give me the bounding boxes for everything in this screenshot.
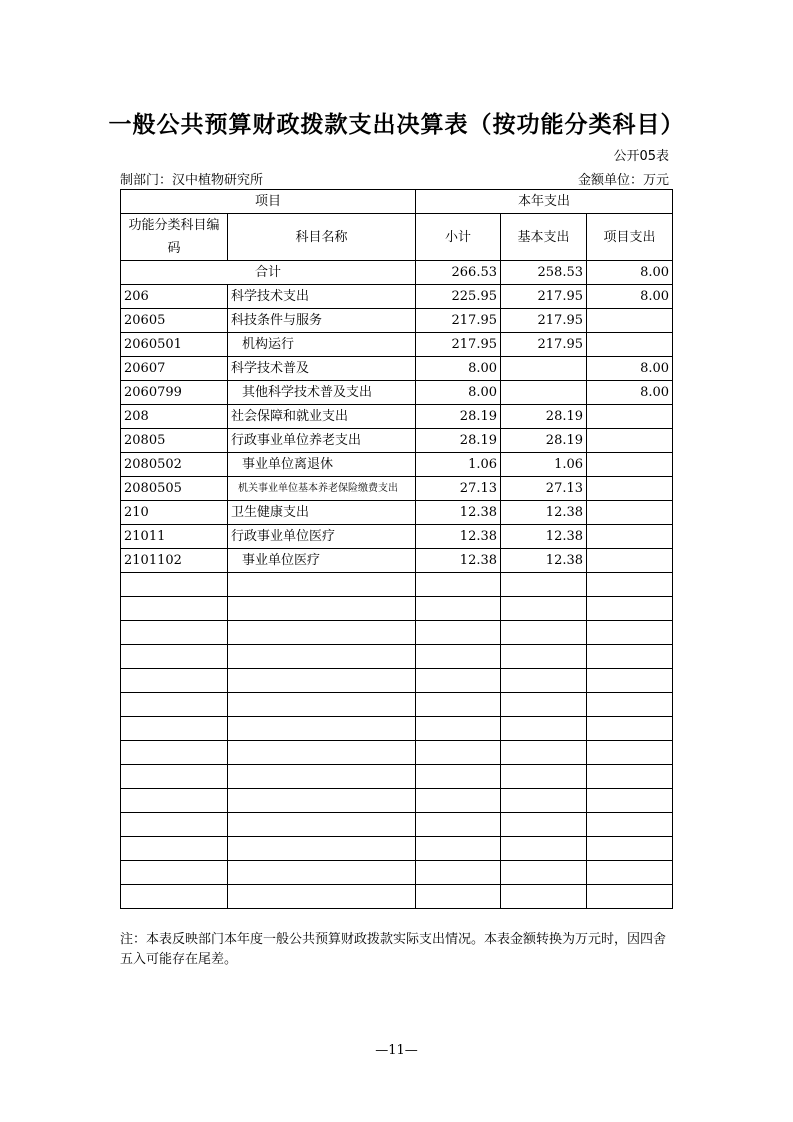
empty-cell [587, 645, 673, 669]
empty-cell [121, 645, 228, 669]
table-row [121, 309, 673, 333]
empty-cell [416, 741, 501, 765]
row-project: 8.00 [587, 381, 673, 405]
table-row [121, 405, 673, 429]
empty-cell [416, 669, 501, 693]
empty-cell [501, 573, 587, 597]
header-row-2 [121, 214, 673, 261]
empty-cell [228, 813, 416, 837]
header-project: 项目 [121, 190, 416, 214]
row-basic: 12.38 [501, 501, 587, 525]
row-subtotal: 225.95 [416, 285, 501, 309]
header-code: 功能分类科目编码 [121, 214, 228, 261]
empty-cell [416, 621, 501, 645]
empty-cell [121, 765, 228, 789]
empty-cell [587, 621, 673, 645]
row-name: 科技条件与服务 [228, 309, 416, 333]
department-label: 制部门：汉中植物研究所 [120, 173, 264, 188]
empty-cell [228, 621, 416, 645]
empty-cell [416, 717, 501, 741]
row-code: 2060501 [121, 333, 228, 357]
table-row [121, 285, 673, 309]
empty-cell [587, 573, 673, 597]
empty-cell [587, 669, 673, 693]
empty-cell [501, 741, 587, 765]
row-project [587, 549, 673, 573]
empty-row [121, 765, 673, 789]
row-name: 卫生健康支出 [228, 501, 416, 525]
empty-cell [501, 717, 587, 741]
total-subtotal: 266.53 [416, 261, 501, 285]
row-name: 机关事业单位基本养老保险缴费支出 [228, 477, 416, 501]
row-project [587, 333, 673, 357]
total-row [121, 261, 673, 285]
empty-cell [501, 789, 587, 813]
row-project [587, 405, 673, 429]
empty-cell [501, 669, 587, 693]
empty-row [121, 621, 673, 645]
table-row [121, 333, 673, 357]
header-subtotal: 小计 [416, 214, 501, 261]
table-row [121, 501, 673, 525]
row-project [587, 501, 673, 525]
row-basic: 12.38 [501, 525, 587, 549]
row-subtotal: 12.38 [416, 501, 501, 525]
empty-cell [121, 813, 228, 837]
table-row [121, 525, 673, 549]
row-code: 21011 [121, 525, 228, 549]
empty-cell [587, 741, 673, 765]
header-current-year: 本年支出 [416, 190, 673, 214]
table-row [121, 381, 673, 405]
empty-cell [416, 861, 501, 885]
empty-cell [416, 813, 501, 837]
row-project [587, 525, 673, 549]
empty-cell [501, 885, 587, 909]
row-code: 210 [121, 501, 228, 525]
row-basic: 217.95 [501, 333, 587, 357]
row-basic: 28.19 [501, 429, 587, 453]
empty-cell [501, 861, 587, 885]
empty-cell [587, 765, 673, 789]
empty-cell [228, 597, 416, 621]
row-project [587, 453, 673, 477]
row-subtotal: 28.19 [416, 405, 501, 429]
table-row [121, 549, 673, 573]
empty-row [121, 597, 673, 621]
empty-cell [501, 837, 587, 861]
row-code: 20607 [121, 357, 228, 381]
empty-cell [228, 837, 416, 861]
empty-cell [228, 741, 416, 765]
empty-cell [121, 669, 228, 693]
empty-row [121, 573, 673, 597]
empty-row [121, 885, 673, 909]
empty-row [121, 645, 673, 669]
empty-cell [416, 645, 501, 669]
row-code: 2060799 [121, 381, 228, 405]
row-basic [501, 381, 587, 405]
row-code: 2080505 [121, 477, 228, 501]
empty-row [121, 693, 673, 717]
row-project [587, 309, 673, 333]
row-name: 机构运行 [228, 333, 416, 357]
row-project: 8.00 [587, 357, 673, 381]
empty-cell [416, 789, 501, 813]
empty-cell [228, 573, 416, 597]
form-number: 公开05表 [613, 149, 669, 164]
row-code: 20805 [121, 429, 228, 453]
row-project [587, 429, 673, 453]
empty-row [121, 669, 673, 693]
row-code: 206 [121, 285, 228, 309]
row-basic [501, 357, 587, 381]
header-basic: 基本支出 [501, 214, 587, 261]
total-label: 合计 [121, 261, 416, 285]
empty-cell [228, 669, 416, 693]
header-name: 科目名称 [228, 214, 416, 261]
empty-cell [501, 621, 587, 645]
empty-cell [228, 693, 416, 717]
empty-cell [121, 573, 228, 597]
footnote: 注：本表反映部门本年度一般公共预算财政拨款实际支出情况。本表金额转换为万元时，因四舍五入可能存在尾差。 [120, 932, 667, 967]
empty-cell [587, 597, 673, 621]
empty-cell [587, 813, 673, 837]
row-code: 20605 [121, 309, 228, 333]
empty-cell [416, 885, 501, 909]
empty-cell [587, 861, 673, 885]
empty-cell [587, 717, 673, 741]
empty-cell [501, 693, 587, 717]
row-subtotal: 217.95 [416, 309, 501, 333]
empty-cell [121, 861, 228, 885]
page-number: —11— [375, 1043, 418, 1058]
empty-cell [416, 837, 501, 861]
row-basic: 217.95 [501, 285, 587, 309]
empty-cell [587, 789, 673, 813]
empty-cell [416, 693, 501, 717]
row-basic: 12.38 [501, 549, 587, 573]
empty-cell [121, 717, 228, 741]
row-name: 行政事业单位医疗 [228, 525, 416, 549]
empty-cell [121, 597, 228, 621]
header-project-exp: 项目支出 [587, 214, 673, 261]
empty-cell [228, 717, 416, 741]
empty-cell [121, 741, 228, 765]
empty-cell [587, 885, 673, 909]
empty-cell [228, 885, 416, 909]
row-name: 事业单位医疗 [228, 549, 416, 573]
empty-cell [416, 597, 501, 621]
total-project: 8.00 [587, 261, 673, 285]
row-basic: 27.13 [501, 477, 587, 501]
row-subtotal: 12.38 [416, 549, 501, 573]
unit-label: 金额单位：万元 [577, 173, 669, 188]
row-name: 其他科学技术普及支出 [228, 381, 416, 405]
row-subtotal: 27.13 [416, 477, 501, 501]
empty-cell [587, 837, 673, 861]
table-row [121, 357, 673, 381]
row-code: 2080502 [121, 453, 228, 477]
table-row [121, 453, 673, 477]
table-row [121, 429, 673, 453]
empty-row [121, 861, 673, 885]
row-project: 8.00 [587, 285, 673, 309]
empty-cell [121, 693, 228, 717]
row-basic: 28.19 [501, 405, 587, 429]
empty-row [121, 789, 673, 813]
empty-cell [121, 837, 228, 861]
empty-row [121, 717, 673, 741]
row-basic: 217.95 [501, 309, 587, 333]
empty-cell [501, 765, 587, 789]
empty-cell [501, 813, 587, 837]
total-basic: 258.53 [501, 261, 587, 285]
expenditure-table [120, 189, 673, 909]
empty-cell [228, 789, 416, 813]
page-title: 一般公共预算财政拨款支出决算表（按功能分类科目） [108, 112, 685, 138]
row-code: 208 [121, 405, 228, 429]
empty-cell [121, 885, 228, 909]
row-subtotal: 1.06 [416, 453, 501, 477]
empty-cell [416, 765, 501, 789]
row-subtotal: 8.00 [416, 381, 501, 405]
empty-cell [416, 573, 501, 597]
row-name: 科学技术支出 [228, 285, 416, 309]
row-project [587, 477, 673, 501]
table-row [121, 477, 673, 501]
empty-cell [501, 597, 587, 621]
row-code: 2101102 [121, 549, 228, 573]
row-subtotal: 12.38 [416, 525, 501, 549]
empty-row [121, 741, 673, 765]
empty-row [121, 813, 673, 837]
row-name: 社会保障和就业支出 [228, 405, 416, 429]
empty-cell [121, 621, 228, 645]
empty-cell [228, 765, 416, 789]
empty-cell [121, 789, 228, 813]
empty-cell [501, 645, 587, 669]
row-name: 行政事业单位养老支出 [228, 429, 416, 453]
empty-cell [228, 645, 416, 669]
row-name: 科学技术普及 [228, 357, 416, 381]
header-row-1 [121, 190, 673, 214]
row-subtotal: 217.95 [416, 333, 501, 357]
row-subtotal: 28.19 [416, 429, 501, 453]
empty-cell [587, 693, 673, 717]
empty-cell [228, 861, 416, 885]
row-name: 事业单位离退休 [228, 453, 416, 477]
empty-row [121, 837, 673, 861]
row-subtotal: 8.00 [416, 357, 501, 381]
row-basic: 1.06 [501, 453, 587, 477]
